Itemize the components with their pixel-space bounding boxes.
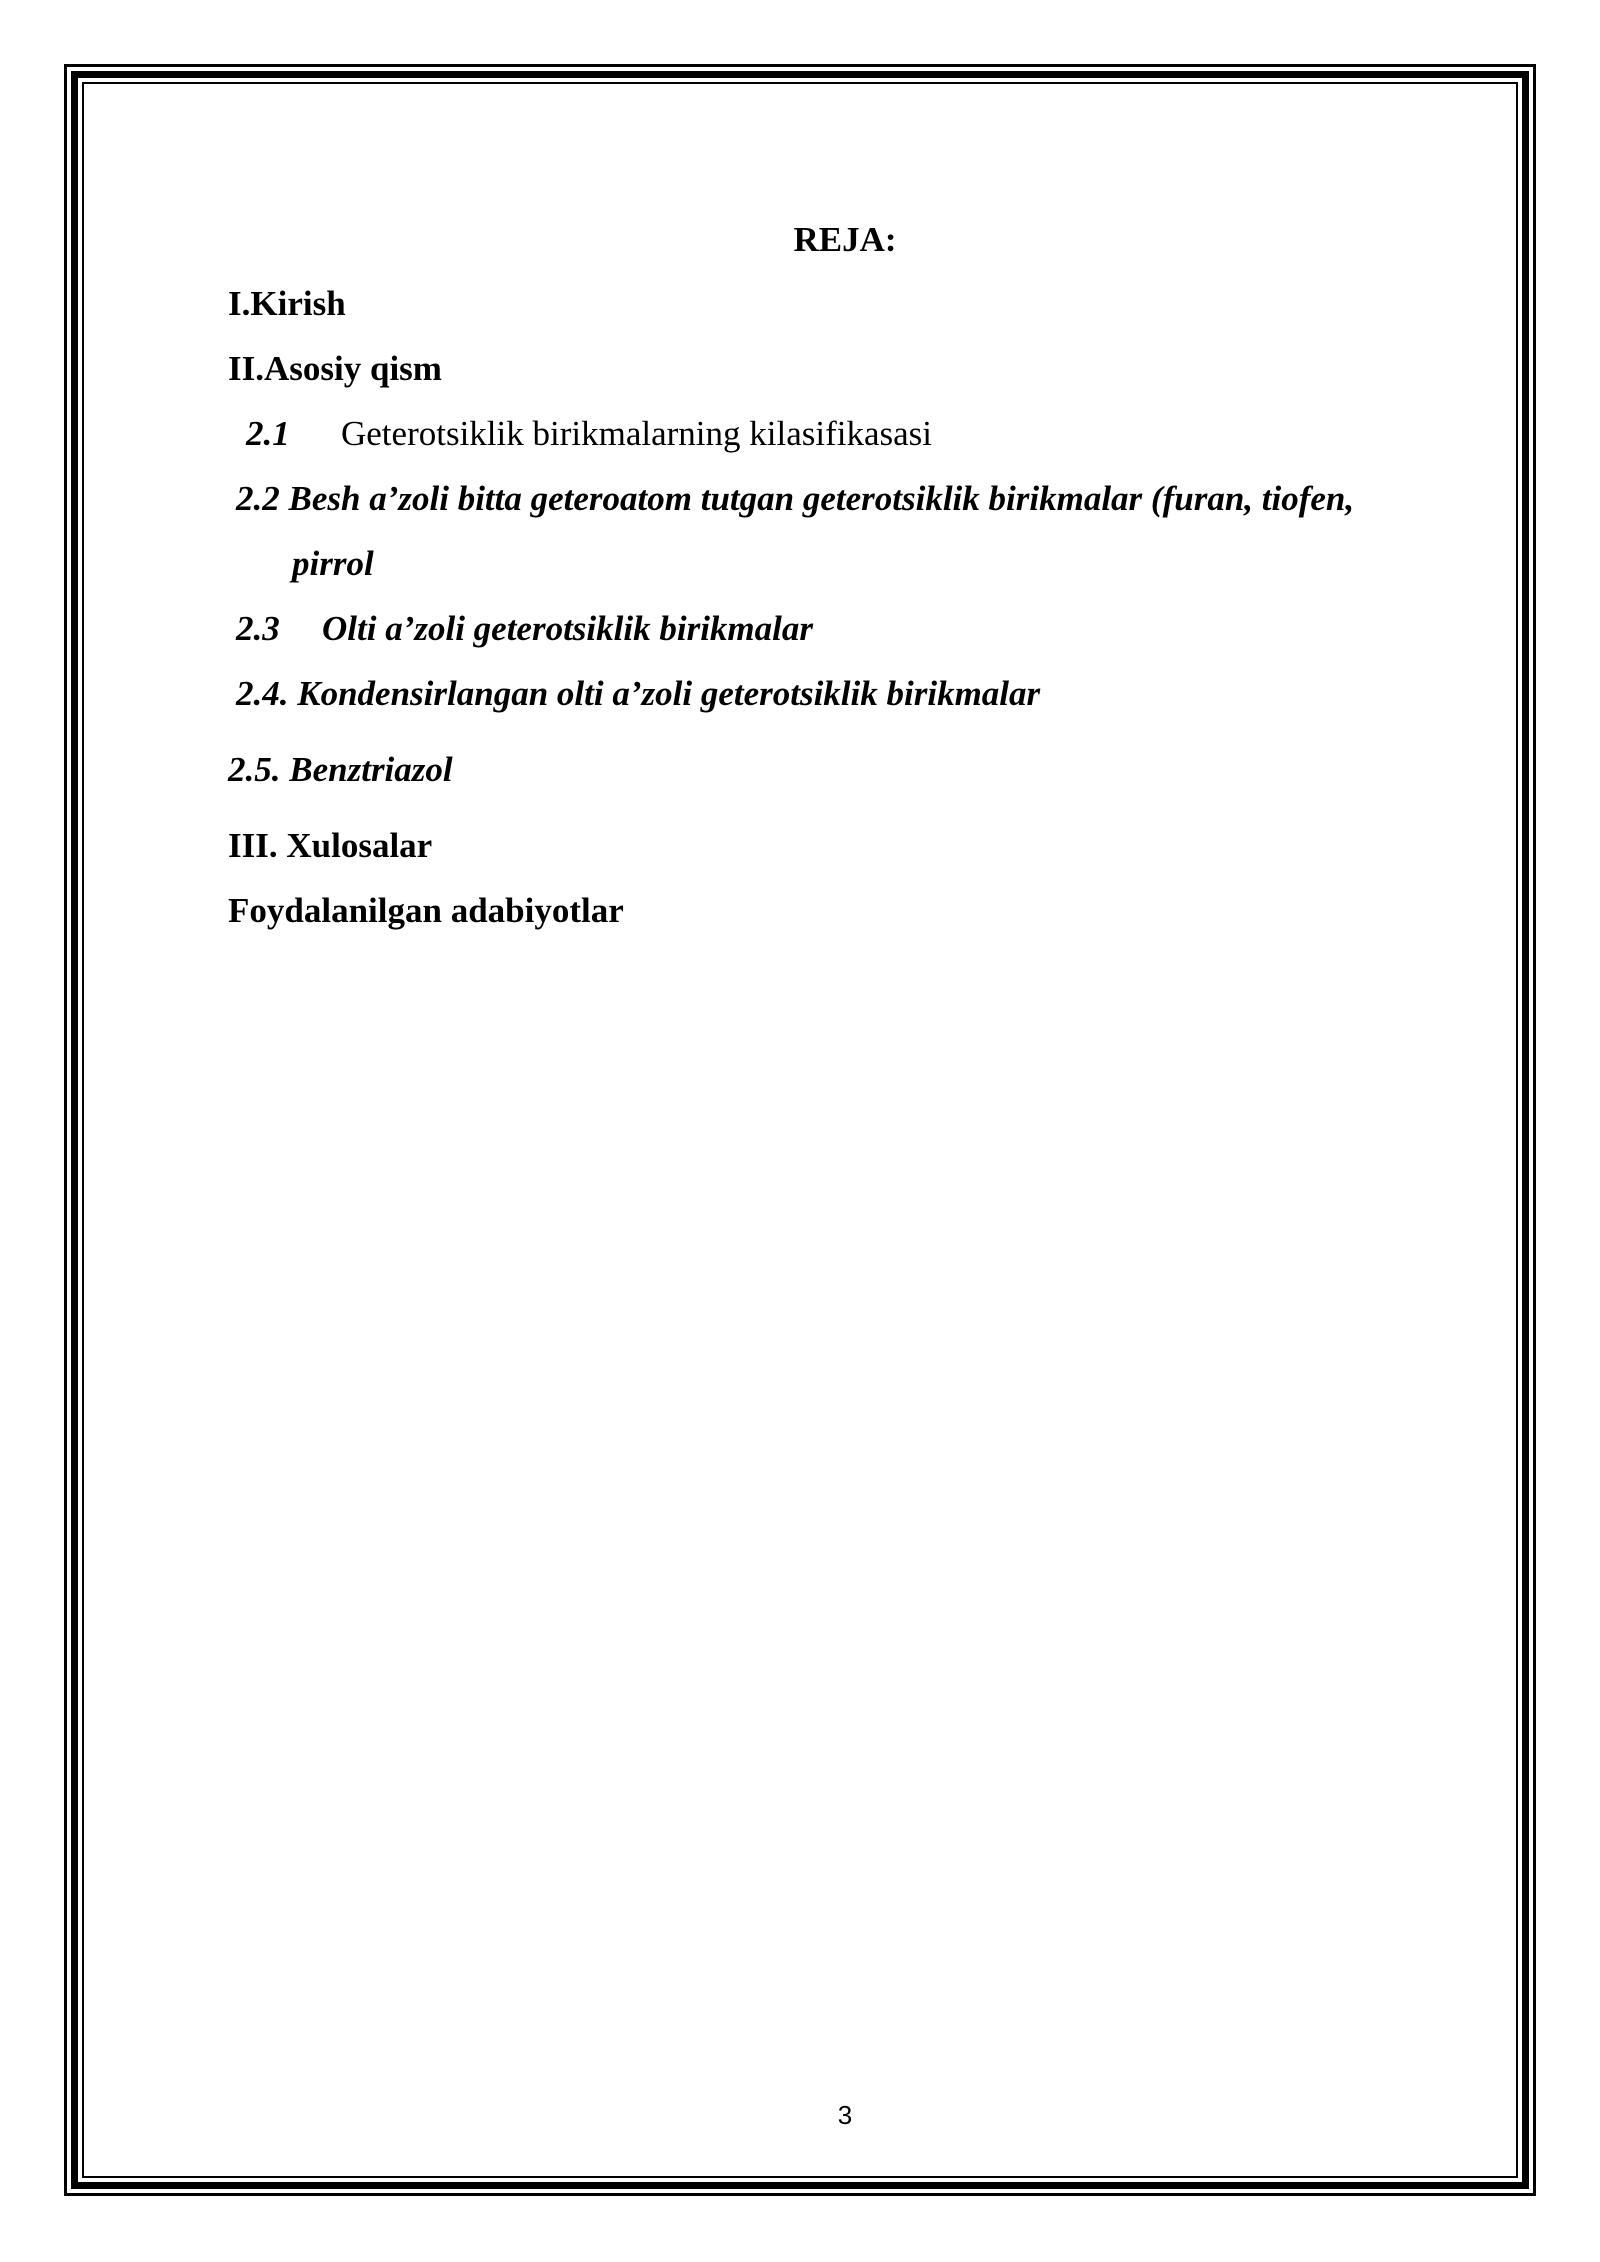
toc-item-xulosalar: III. Xulosalar: [228, 826, 433, 865]
page-border-inner: [82, 82, 1518, 2178]
toc-item-2-2-line2: pirrol: [292, 544, 374, 583]
toc-item-2-4: 2.4. Kondensirlangan olti a’zoli geterotsiklik birikmalar: [236, 674, 1041, 713]
toc-item-2-1-number: 2.1: [246, 414, 290, 453]
toc-item-kirish: I.Kirish: [228, 284, 346, 323]
toc-item-2-3-number: 2.3: [236, 609, 280, 648]
page-number: 3: [837, 2100, 853, 2130]
toc-item-2-1-text: Geterotsiklik birikmalarning kilasifikasasi: [341, 414, 932, 453]
toc-item-2-3-text: Olti a’zoli geterotsiklik birikmalar: [322, 609, 813, 648]
toc-item-2-5: 2.5. Benztriazol: [228, 750, 453, 789]
toc-item-2-2-line1: 2.2 Besh a’zoli bitta geteroatom tutgan geterotsiklik birikmalar (furan, tiofen,: [236, 479, 1355, 518]
toc-item-adabiyotlar: Foydalanilgan adabiyotlar: [228, 891, 624, 930]
page-title: REJA:: [793, 220, 897, 259]
toc-item-asosiy-qism: II.Asosiy qism: [228, 349, 442, 388]
